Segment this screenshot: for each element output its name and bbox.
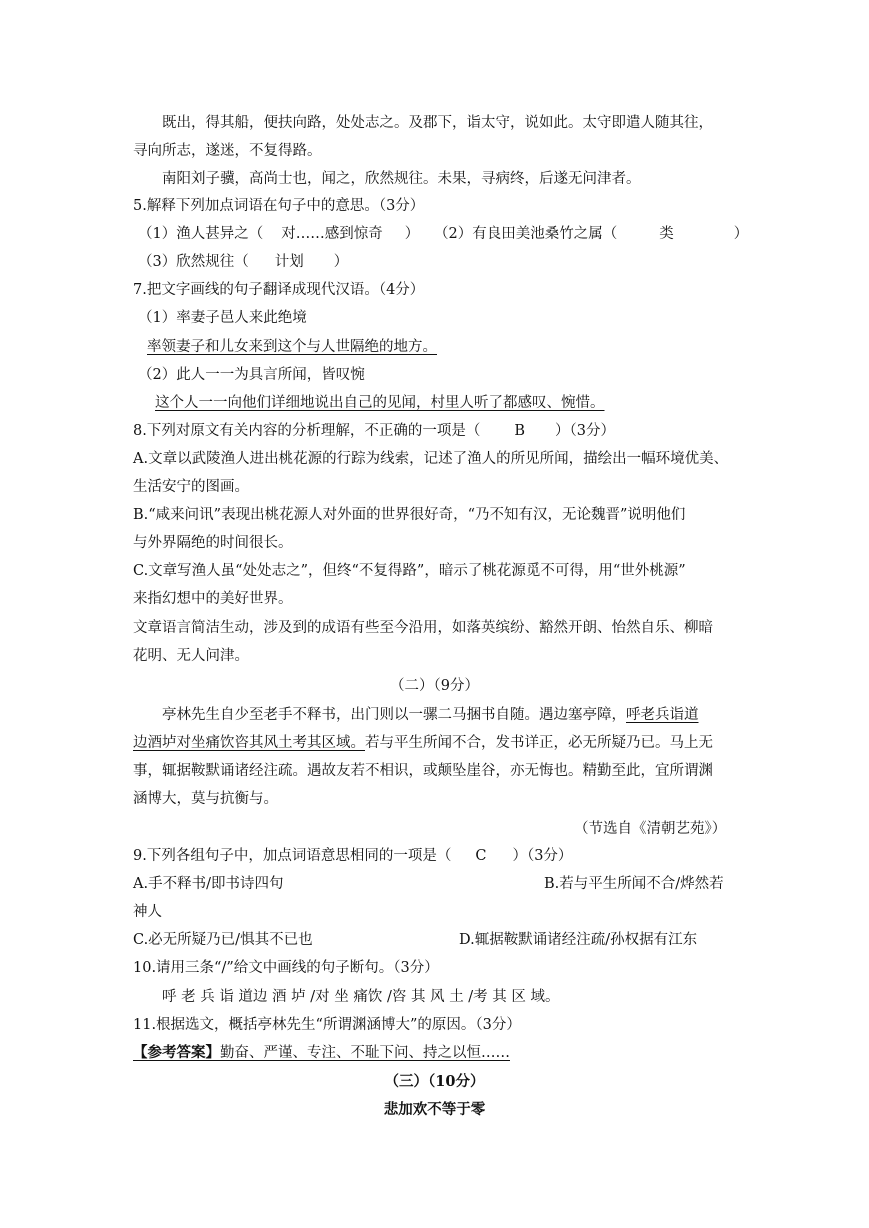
section2-line3: 事，辄据鞍默诵诸经注疏。遇故友若不相识，或颠坠崖谷，亦无悔也。精勤至此，宜所谓渊 [133,763,713,779]
q8-option-a-line1: A.文章以武陵渔人进出桃花源的行踪为线索，记述了渔人的所见所闻，描绘出一幅环境优美、 [133,451,729,467]
q5-item3-answer: 计划 [274,254,304,270]
section2-line2-text: 若与平生所闻不合，发书详正，必无所疑乃已。马上无 [365,735,713,751]
q5-item2-text: （2）有良田美池桑竹之属（ [441,226,618,242]
q8-title [133,421,615,441]
passage-para2: 南阳刘子骥，高尚士也，闻之，欣然规往。未果，寻病终，后遂无问津者。 [162,171,641,187]
section2-line2 [133,733,713,753]
q9-option-b-line1: B.若与平生所闻不合/烨然若 [544,876,724,892]
q10-title: 10.请用三条“/”给文中画线的句子断句。（3分） [133,960,439,976]
q9-title [133,846,572,866]
q5-title: 5.解释下列加点词语在句子中的意思。（3分） [133,198,425,214]
q5-item1-answer: 对……感到惊奇 [281,226,383,242]
q8-option-b-line2: 与外界隔绝的时间很长。 [133,535,293,551]
passage-para1-line2: 寻向所志，遂迷，不复得路。 [133,143,322,159]
q11-answer-underlined [133,1045,510,1061]
q7-item2: （2）此人一一为具言所闻，皆叹惋 [138,367,365,383]
q5-item1-text: （1）渔人甚异之（ [138,226,264,242]
q5-item2-close: ） [733,226,749,242]
q11-answer-label: 【参考答案】 [133,1044,220,1061]
q8-answer: B [514,423,525,439]
q8-option-a-line2: 生活安宁的图画。 [133,479,249,495]
q11-answer-text: 勤奋、严谨、专注、不耻下问、持之以恒…… [220,1045,510,1061]
q8-option-c-line1: C.文章写渔人虽“处处志之”，但终“不复得路”，暗示了桃花源觅不可得，用“世外桃源” [133,563,686,579]
q7-title: 7.把文字画线的句子翻译成现代汉语。（4分） [133,282,425,298]
section2-line1-underlined: 呼老兵诣道 [626,707,699,723]
q8-title-pre: 8.下列对原文有关内容的分析理解，不正确的一项是（ [133,423,481,439]
q7-item1: （1）率妻子邑人来此绝境 [138,310,307,326]
section2-line4: 涵博大，莫与抗衡与。 [133,791,278,807]
q9-title-post: ）（3分） [512,848,573,864]
q8-title-post: ）（3分） [555,423,615,439]
section2-line1-text: 亭林先生自少至老手不释书，出门则以一骡二马捆书自随。遇边塞亭障， [162,707,626,723]
q7-item2-answer [133,393,609,413]
section2-line2-underlined: 边酒垆对坐痛饮咨其风土考其区域。 [133,735,365,751]
q5-items-row2 [138,252,348,272]
q9-option-b-line2: 神人 [133,904,162,920]
section3-heading: （三）（10分） [384,1073,485,1090]
q5-items-row1 [138,224,748,244]
q8-option-d-line1: 文章语言简洁生动，涉及到的成语有些至今沿用，如落英缤纷、豁然开朗、怡然自乐、柳暗 [133,620,713,636]
q7-item1-answer-text: 率领妻子和儿女来到这个与人世隔绝的地方。 [147,339,437,355]
q9-answer: C [475,848,487,864]
q8-option-d-line2: 花明、无人问津。 [133,648,249,664]
q5-item1-close: ） [404,226,420,242]
q7-item2-answer-text: 这个人一一向他们详细地说出自己的见闻，村里人听了都感叹、惋惜。 [155,395,605,411]
section2-heading: （二）（9分） [390,678,479,694]
section3-title: 悲加欢不等于零 [383,1101,486,1118]
q5-item2-answer: 类 [659,226,674,242]
q8-option-c-line2: 来指幻想中的美好世界。 [133,591,293,607]
q11-title: 11.根据选文，概括亭林先生“所谓渊涵博大”的原因。（3分） [133,1017,521,1033]
q11-answer [133,1043,510,1063]
q9-title-pre: 9.下列各组句子中，加点词语意思相同的一项是（ [133,848,452,864]
section2-source: （节选自《清朝艺苑》） [574,821,727,837]
q7-item1-answer [133,337,441,357]
section2-line1 [162,705,699,725]
q10-answer: 呼 老 兵 诣 道边 酒 垆 /对 坐 痛饮 /咨 其 风 土 /考 其 区 域。 [162,989,560,1005]
q9-option-c: C.必无所疑乃已/惧其不已也 [133,932,313,948]
q9-option-d: D.辄据鞍默诵诸经注疏/孙权据有江东 [459,932,698,948]
q5-item3-close: ） [333,254,349,270]
q5-item3-text: （3）欣然规往（ [138,254,249,270]
q8-option-b-line1: B.“咸来问讯”表现出桃花源人对外面的世界很好奇，“乃不知有汉，无论魏晋”说明他们 [133,507,686,523]
passage-para1-line1: 既出，得其船，便扶向路，处处志之。及郡下，诣太守，说如此。太守即遣人随其往， [162,115,713,131]
q9-option-a: A.手不释书/即书诗四句 [133,876,284,892]
